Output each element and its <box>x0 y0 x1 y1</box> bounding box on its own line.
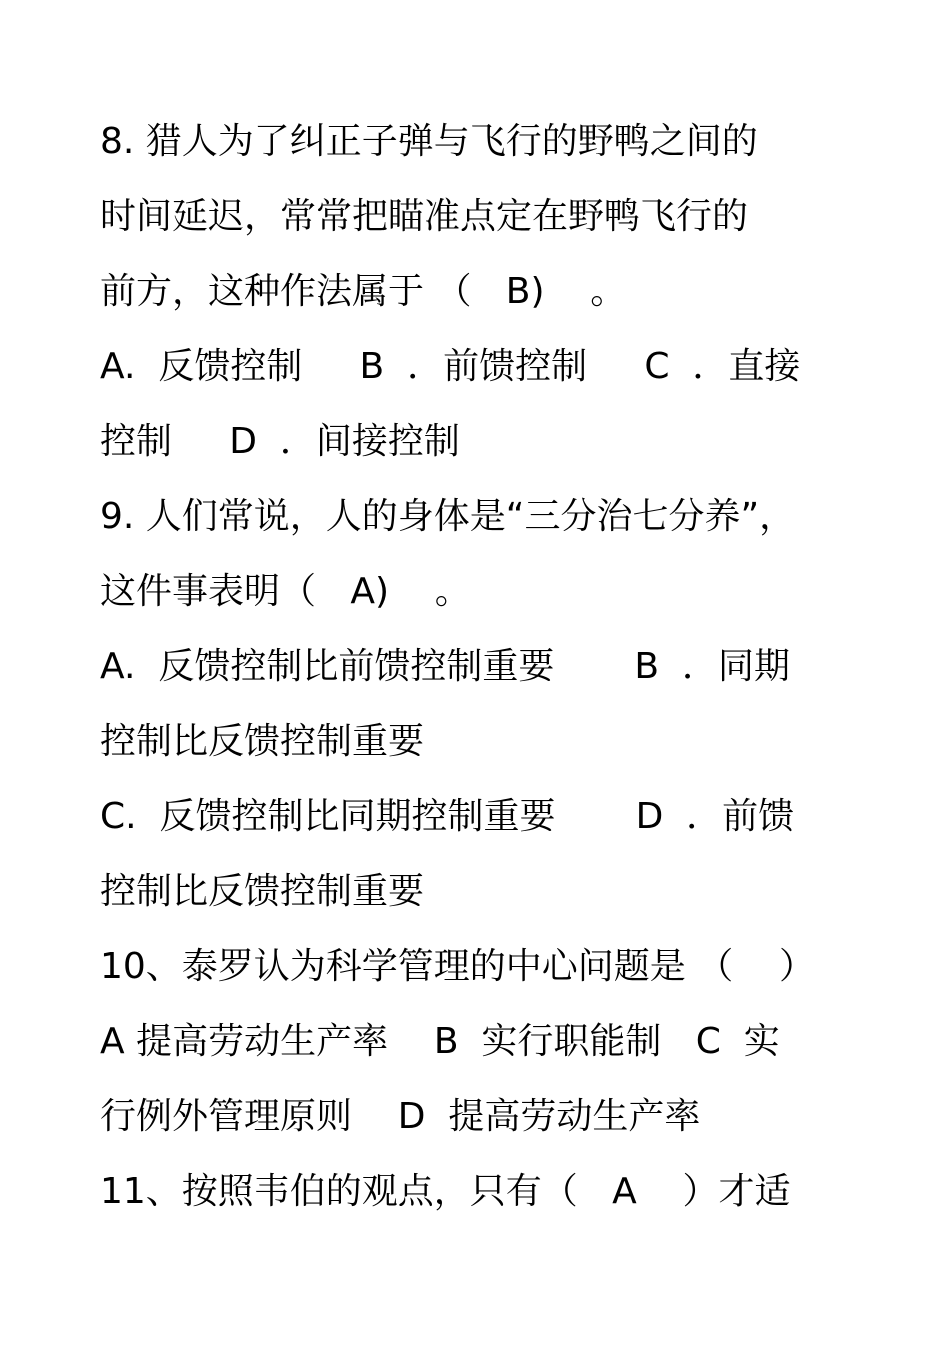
question-9-line-2: 这件事表明（ A) 。 <box>100 571 471 612</box>
question-10-line-1: 10、泰罗认为科学管理的中心问题是 （ ） <box>100 946 816 987</box>
question-8-line-2: 时间延迟，常常把瞄准点定在野鸭飞行的 <box>100 196 749 237</box>
question-10-options-line-2: 行例外管理原则 D 提高劳动生产率 <box>100 1096 701 1137</box>
question-8-options-line-2: 控制 D ．间接控制 <box>100 421 460 462</box>
question-9-options-line-4: 控制比反馈控制重要 <box>100 871 425 912</box>
question-8-line-3: 前方，这种作法属于 （ B) 。 <box>100 271 627 312</box>
question-8-line-1: 8. 猎人为了纠正子弹与飞行的野鸭之间的 <box>100 121 758 162</box>
question-9-line-1: 9. 人们常说，人的身体是“三分治七分养”， <box>100 496 796 537</box>
question-9-options-line-3: C. 反馈控制比同期控制重要 D ．前馈 <box>100 796 795 837</box>
question-9-options-line-2: 控制比反馈控制重要 <box>100 721 425 762</box>
question-10-options-line-1: A 提高劳动生产率 B 实行职能制 C 实 <box>100 1021 780 1062</box>
question-11-line-1: 11、按照韦伯的观点，只有（ A ）才适 <box>100 1171 791 1212</box>
question-9-options-line-1: A. 反馈控制比前馈控制重要 B ．同期 <box>100 646 791 687</box>
question-8-options-line-1: A. 反馈控制 B ．前馈控制 C ．直接 <box>100 346 801 387</box>
